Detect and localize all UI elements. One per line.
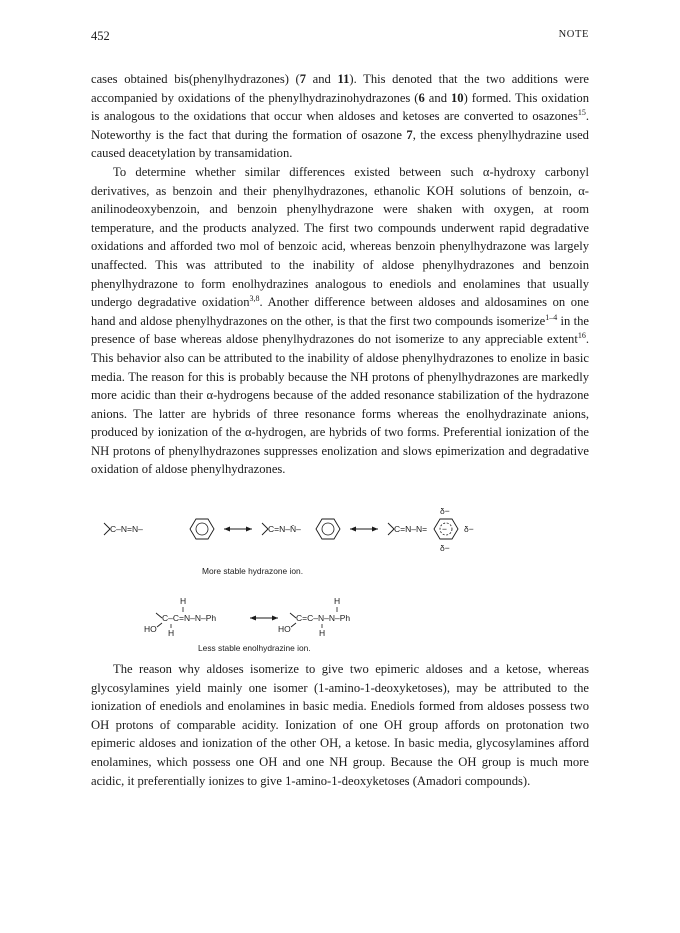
resonance-form-3 xyxy=(388,506,474,553)
compound-ref: 7 xyxy=(299,72,307,86)
enolhydrazine-diagram xyxy=(100,596,580,658)
running-head: NOTE xyxy=(558,29,589,40)
h-label: H xyxy=(319,628,326,638)
body-text-top xyxy=(91,70,589,479)
delta-minus-top: δ− xyxy=(440,506,450,516)
compound-ref: 7 xyxy=(406,127,413,142)
structure-2-label: C=N–N̄– xyxy=(268,524,301,534)
resonance-form-1 xyxy=(104,519,214,539)
h-label: H xyxy=(168,628,175,638)
delta-minus-right: δ− xyxy=(464,524,474,534)
compound-ref: 10 xyxy=(450,90,464,105)
delta-minus-bottom: δ− xyxy=(440,543,450,553)
citation: 1–4 xyxy=(545,312,558,322)
resonance-arrow xyxy=(250,616,278,621)
ho-label: HO xyxy=(278,624,291,634)
quinoid-ring-icon xyxy=(434,519,458,539)
resonance-arrow xyxy=(224,527,252,532)
enolhydrazine-form-2 xyxy=(278,596,350,638)
enolhydrazine-scheme xyxy=(100,596,580,658)
benzene-ring-icon xyxy=(190,519,214,539)
h-label: H xyxy=(180,596,187,606)
body-text-bottom xyxy=(91,660,589,790)
citation: 3,8 xyxy=(249,294,260,304)
scheme-1-caption: More stable hydrazone ion. xyxy=(202,566,304,576)
ho-label: HO xyxy=(144,624,157,634)
compound-ref: 6 xyxy=(418,90,425,105)
citation: 15 xyxy=(577,108,586,118)
page-number: 452 xyxy=(91,29,110,43)
resonance-form-2 xyxy=(262,519,340,539)
paragraph-continued: cases obtained bis(phenylhydrazones) (7 and 11). This denoted that the two additions were accompanied by oxidations of the phenylhydrazinohydrazones (6 and 10) formed. This oxidation is analogous to the oxidations that occur when aldoses and ketoses are converted to osazones$^{15}$. Noteworthy is the fact that during the formation of osazone 7, the excess phenylhydrazine used caused deacetylation by transamidation. xyxy=(91,72,589,161)
enolhydrazine-left-label: C–C=N–N–Ph xyxy=(162,613,217,623)
resonance-arrow xyxy=(350,527,378,532)
structure-3-label: C=N–N= xyxy=(394,524,428,534)
scheme-2-caption: Less stable enolhydrazine ion. xyxy=(198,643,311,653)
citation: 16 xyxy=(577,331,586,341)
structure-1-label: C–N=N– xyxy=(110,524,143,534)
enolhydrazine-right-label: C=C–N–N–Ph xyxy=(296,613,351,623)
paragraph-benzoin: To determine whether similar differences existed between such α-hydroxy carbonyl derivatives, as benzoin and their phenylhydrazones, ethanolic KOH solutions of benzoin, α-anilinodeoxybenzoin, and benzoin phenylhydrazone were shaken with oxygen, at room temperature, and the products analyzed. The first two compounds underwent rapid degradative oxidations and afforded two mol of benzoic acid, whereas benzoin phenylhydrazone was largely unaffected. This was attributed to the inability of aldose phenylhydrazones and benzoin phenylhydrazone to form enolhydrazines analogous to enediols and enolamines that usually undergo degradative oxidation$^{3,8}$. Another difference between aldoses and aldosamines on one hand and aldose phenylhydrazones on the other, is that the first two compounds isomerize$^{1-4}$ in the presence of base whereas aldose phenylhydrazones do not isomerize to any appreciable extent$^{16}$. This behavior also can be attributed to the inability of aldose phenylhydrazones to enolize in basic media. The reason for this is probably because the NH protons of phenylhydrazones are markedly more acidic than their α-hydrogens because of the added resonance stabilization of the hydrazone anions. The latter are hybrids of three resonance forms whereas the enolhydrazinate anions, produced by ionization of the α-hydrogen, are hybrids of two forms. Preferential ionization of the NH protons of phenylhydrazones suppresses enolization and slows epimerization and degradative oxidation of aldose phenylhydrazones. xyxy=(91,164,589,477)
paragraph-isomerization: The reason why aldoses isomerize to give two epimeric aldoses and a ketose, whereas glycosylamines yield mainly one isomer (1-amino-1-deoxyketoses), may be attributed to the ionization of enediols and enolamines in basic media. Enediols formed from aldoses possess two OH protons of comparable acidity. Ionization of one OH group affords on protonation two epimeric aldoses and ionization of the other OH, a ketose. In basic media, glycosylamines afford enolamines, which possess one OH and one NH group. Because the OH group is much more acidic, it preferentially ionizes to give 1-amino-1-deoxyketoses (Amadori compounds). xyxy=(91,662,589,788)
h-label: H xyxy=(334,596,341,606)
page-header xyxy=(91,29,589,47)
benzene-ring-icon xyxy=(316,519,340,539)
hydrazone-resonance-diagram xyxy=(100,505,580,585)
enolhydrazine-form-1 xyxy=(144,596,216,638)
svg-text:−: − xyxy=(442,524,447,534)
compound-ref: 11 xyxy=(337,72,350,86)
